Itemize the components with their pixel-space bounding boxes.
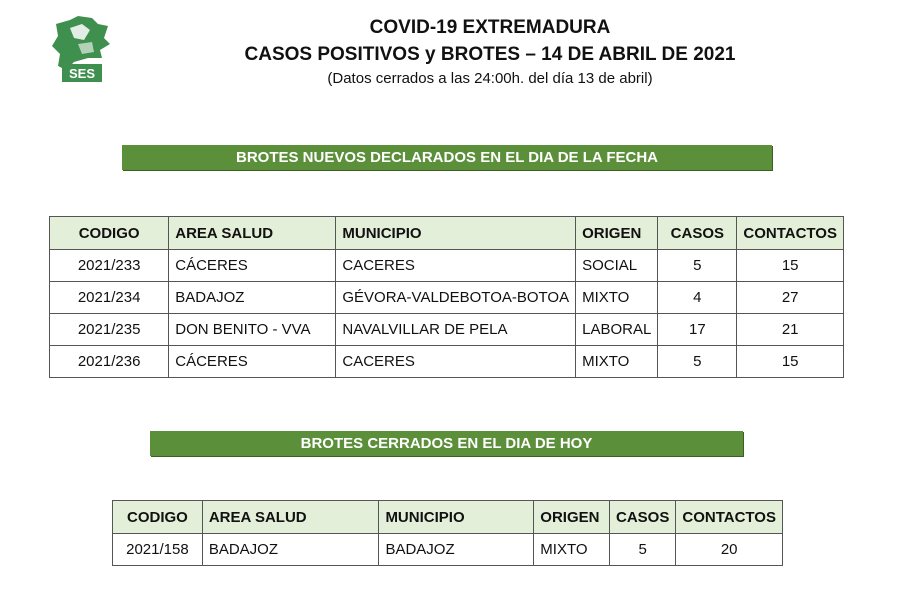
table-header-row <box>113 501 783 534</box>
data-cutoff-note: (Datos cerrados a las 24:00h. del día 13 de abril) <box>327 70 653 87</box>
cell-codigo: 2021/235 <box>50 314 169 346</box>
closed-outbreaks-table <box>112 500 783 566</box>
column-header-municipio: MUNICIPIO <box>379 501 534 534</box>
cell-origen: LABORAL <box>576 314 658 346</box>
cell-codigo: 2021/234 <box>50 282 169 314</box>
cell-municipio: CACERES <box>336 250 576 282</box>
column-header-municipio: MUNICIPIO <box>336 217 576 250</box>
cell-origen: MIXTO <box>534 534 610 566</box>
table-row <box>113 534 783 566</box>
cell-casos: 17 <box>658 314 737 346</box>
column-header-contactos: CONTACTOS <box>676 501 783 534</box>
cell-municipio: GÉVORA-VALDEBOTOA-BOTOA <box>336 282 576 314</box>
table-row <box>50 282 844 314</box>
column-header-area-salud: AREA SALUD <box>202 501 379 534</box>
table-row <box>50 250 844 282</box>
table-row <box>50 346 844 378</box>
cell-municipio: CACERES <box>336 346 576 378</box>
ses-logo <box>48 14 114 84</box>
column-header-origen: ORIGEN <box>534 501 610 534</box>
column-header-casos: CASOS <box>658 217 737 250</box>
column-header-codigo: CODIGO <box>50 217 169 250</box>
cell-contactos: 27 <box>737 282 844 314</box>
column-header-contactos: CONTACTOS <box>737 217 844 250</box>
cell-area-salud: CÁCERES <box>169 250 336 282</box>
cell-area-salud: DON BENITO - VVA <box>169 314 336 346</box>
cell-casos: 4 <box>658 282 737 314</box>
cell-casos: 5 <box>658 250 737 282</box>
cell-origen: MIXTO <box>576 282 658 314</box>
column-header-origen: ORIGEN <box>576 217 658 250</box>
cell-codigo: 2021/158 <box>113 534 203 566</box>
logo-text: SES <box>68 66 96 81</box>
extremadura-map-icon <box>48 14 114 84</box>
report-header <box>230 14 750 90</box>
new-outbreaks-banner: BROTES NUEVOS DECLARADOS EN EL DIA DE LA FECHA <box>122 145 772 170</box>
page-title: COVID-19 EXTREMADURA <box>369 17 611 38</box>
table-header-row <box>50 217 844 250</box>
cell-contactos: 15 <box>737 250 844 282</box>
cell-origen: SOCIAL <box>576 250 658 282</box>
page-subtitle: CASOS POSITIVOS y BROTES – 14 DE ABRIL DE 2021 <box>244 44 736 65</box>
cell-contactos: 20 <box>676 534 783 566</box>
cell-contactos: 15 <box>737 346 844 378</box>
table-row <box>50 314 844 346</box>
cell-municipio: BADAJOZ <box>379 534 534 566</box>
new-outbreaks-table <box>49 216 844 378</box>
closed-outbreaks-banner: BROTES CERRADOS EN EL DIA DE HOY <box>150 431 743 456</box>
column-header-area-salud: AREA SALUD <box>169 217 336 250</box>
cell-contactos: 21 <box>737 314 844 346</box>
column-header-codigo: CODIGO <box>113 501 203 534</box>
cell-municipio: NAVALVILLAR DE PELA <box>336 314 576 346</box>
cell-codigo: 2021/236 <box>50 346 169 378</box>
cell-origen: MIXTO <box>576 346 658 378</box>
cell-casos: 5 <box>658 346 737 378</box>
cell-casos: 5 <box>610 534 676 566</box>
cell-codigo: 2021/233 <box>50 250 169 282</box>
cell-area-salud: BADAJOZ <box>169 282 336 314</box>
cell-area-salud: BADAJOZ <box>202 534 379 566</box>
column-header-casos: CASOS <box>610 501 676 534</box>
cell-area-salud: CÁCERES <box>169 346 336 378</box>
